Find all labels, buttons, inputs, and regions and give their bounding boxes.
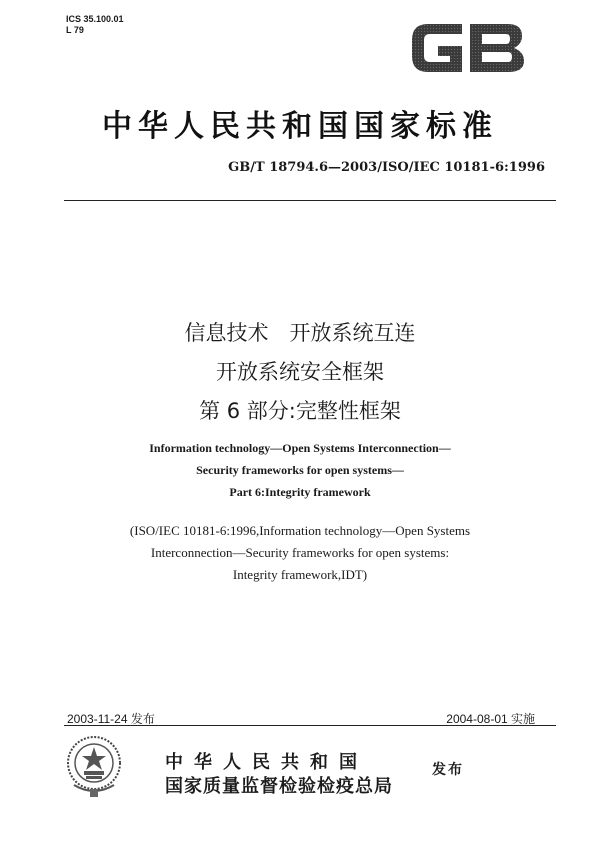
implementation-date: 2004-08-01 实施 (446, 712, 535, 726)
gb-logo-icon (408, 18, 528, 78)
bottom-divider (64, 725, 556, 726)
title-zh-line-2: 开放系统安全框架 (216, 360, 384, 384)
title-en-line-1: Information technology—Open Systems Interconnection— (149, 441, 451, 455)
ics-code: ICS 35.100.01 (66, 14, 124, 24)
national-emblem-icon (64, 733, 124, 799)
title-zh-line-1: 信息技术 开放系统互连 (184, 321, 416, 345)
issuer-line-1: 中华人民共和国 (165, 752, 368, 773)
title-en-line-3: Part 6:Integrity framework (229, 485, 371, 499)
idt-line-2: Interconnection—Security frameworks for open systems: (150, 545, 450, 560)
national-standard-title: 中华人民共和国国家标准 (102, 109, 498, 144)
classification-codes (66, 14, 124, 36)
idt-line-3: Integrity framework,IDT) (232, 567, 368, 582)
standard-number: GB/T 18794.6—2003/ISO/IEC 10181-6:1996 (228, 160, 545, 175)
idt-line-1: (ISO/IEC 10181-6:1996,Information technology—Open Systems (129, 523, 471, 538)
ccs-code: L 79 (66, 25, 84, 35)
title-en-line-2: Security frameworks for open systems— (196, 463, 404, 477)
title-zh-line-3: 第 6 部分:完整性框架 (199, 399, 401, 423)
issuer-line-2: 国家质量监督检验检疫总局 (165, 776, 393, 797)
top-divider (64, 200, 556, 201)
issue-date: 2003-11-24 发布 (67, 712, 155, 726)
publish-label: 发布 (432, 762, 464, 778)
